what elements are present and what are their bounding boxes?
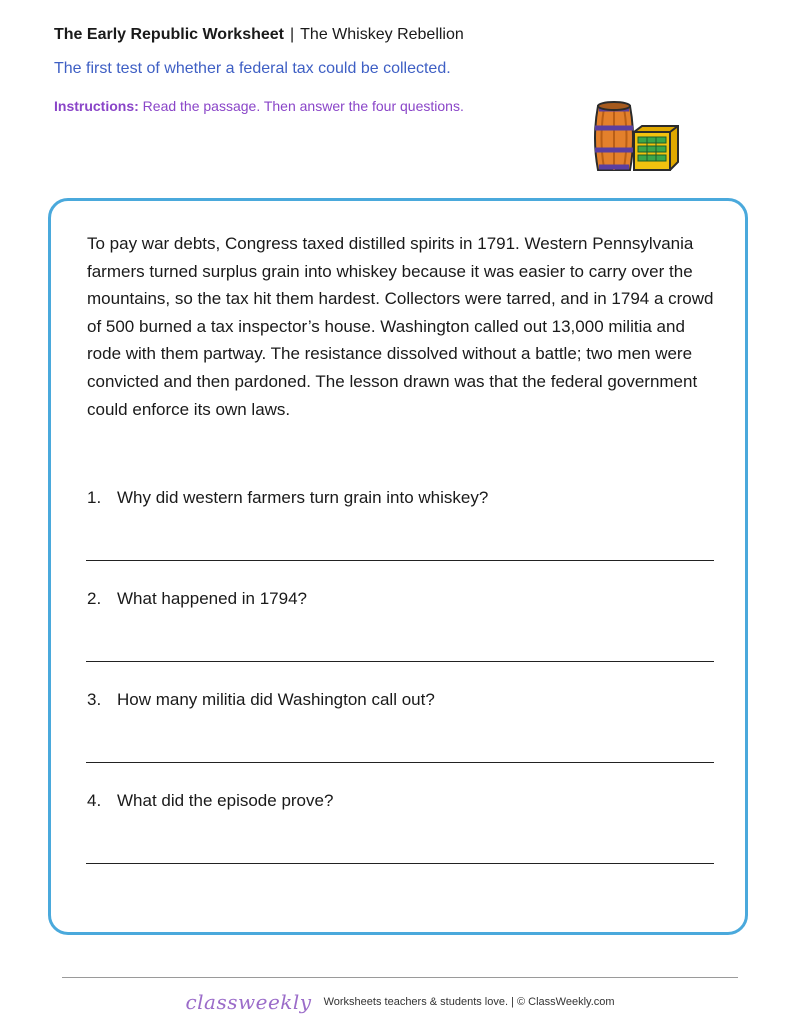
question-3 — [87, 690, 717, 710]
question-text: How many militia did Washington call out? — [117, 690, 435, 709]
question-text: What did the episode prove? — [117, 791, 334, 810]
subtitle: The first test of whether a federal tax could be collected. — [54, 60, 451, 77]
question-text: What happened in 1794? — [117, 589, 307, 608]
worksheet-title — [54, 26, 464, 44]
footer-tagline: Worksheets teachers & students love. | © ClassWeekly.com — [323, 996, 615, 1008]
brand-logo: classweekly — [185, 990, 312, 1014]
question-number: 1. — [87, 488, 102, 507]
footer-divider — [62, 977, 738, 978]
question-number: 4. — [87, 791, 102, 810]
question-number: 3. — [87, 690, 102, 709]
question-2 — [87, 589, 717, 609]
title-separator: | — [290, 26, 295, 43]
whiskey-barrel-and-crate-icon — [586, 100, 682, 176]
answer-line-3[interactable] — [86, 762, 714, 763]
instructions-label: Instructions: — [54, 98, 139, 114]
question-4 — [87, 791, 717, 811]
series-name: The Early Republic Worksheet — [54, 26, 284, 43]
topic-name: The Whiskey Rebellion — [300, 26, 464, 43]
question-1 — [87, 488, 717, 508]
instructions-text: Read the passage. Then answer the four questions. — [142, 98, 464, 114]
answer-line-1[interactable] — [86, 560, 714, 561]
answer-line-2[interactable] — [86, 661, 714, 662]
question-number: 2. — [87, 589, 102, 608]
answer-line-4[interactable] — [86, 863, 714, 864]
reading-passage: To pay war debts, Congress taxed distilled spirits in 1791. Western Pennsylvania farmers turned surplus grain into whiskey because it was easier to carry over the mountains, so the tax hit them hardest. Collectors were tarred, and in 1794 a crowd of 500 burned a tax inspector’s house. Washington called out 13,000 militia and rode with them partway. The resistance dissolved without a battle; two men were convicted and then pardoned. The lesson drawn was that the federal government could enforce its own laws. — [87, 234, 714, 419]
footer — [0, 990, 800, 1014]
instructions — [54, 98, 464, 114]
question-text: Why did western farmers turn grain into whiskey? — [117, 488, 489, 507]
